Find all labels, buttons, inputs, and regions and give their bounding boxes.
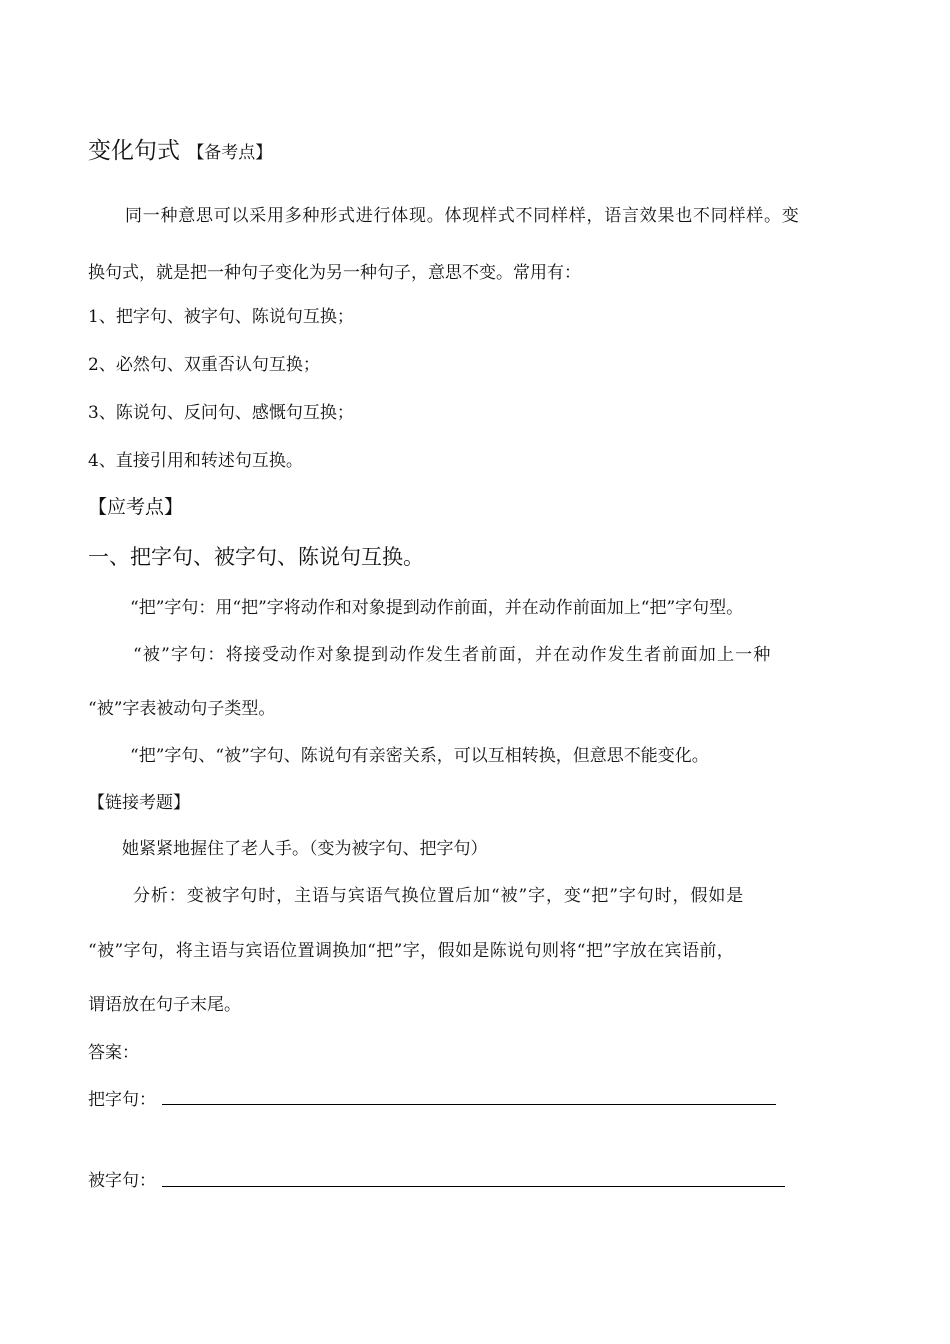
intro-line-1-text: 同一种意思可以采用多种形式进行体现。体现样式不同样样，语言效果也不同样样。变	[125, 206, 800, 226]
relation-text: “把”字句、“被”字句、陈说句有亲密关系，可以互相转换，但意思不能变化。	[130, 746, 709, 766]
bei-definition-line-2: “被”字表被动句子类型。	[88, 699, 276, 719]
analysis-line-1: 分析：变被字句时，主语与宾语气换位置后加“被”字，变“把”字句时，假如是	[133, 886, 745, 906]
list-item: 1、把字句、被字句、陈说句互换；	[88, 307, 354, 327]
ba-definition: “把”字句：用“把”字将动作和对象提到动作前面，并在动作前面加上“把”字句型。	[130, 598, 744, 618]
intro-line-2: 换句式，就是把一种句子变化为另一种句子，意思不变。常用有：	[88, 263, 581, 283]
list-item: 2、必然句、双重否认句互换；	[88, 355, 320, 375]
bei-definition-line-1: “被”字句：将接受动作对象提到动作发生者前面，并在动作发生者前面加上一种	[133, 645, 772, 665]
question-text: 她紧紧地握住了老人手。（变为被字句、把字句）	[122, 839, 488, 859]
answer-label: 答案：	[88, 1043, 139, 1063]
section-heading-yingkaodian: 【应考点】	[88, 496, 184, 518]
analysis-line-2: “被”字句，将主语与宾语位置调换加“把”字，假如是陈说句则将“把”字放在宾语前，	[88, 941, 735, 961]
list-item: 3、陈说句、反问句、感慨句互换；	[88, 403, 354, 423]
intro-line-1	[125, 205, 862, 227]
bei-answer-blank[interactable]	[162, 1186, 785, 1187]
analysis-line-3: 谓语放在句子末尾。	[88, 995, 241, 1015]
bei-answer-label: 被字句：	[88, 1171, 156, 1191]
link-question-heading: 【链接考题】	[88, 793, 190, 813]
ba-answer-blank[interactable]	[162, 1104, 776, 1105]
document-title	[88, 136, 272, 168]
section-1-heading: 一、把字句、被字句、陈说句互换。	[88, 545, 424, 569]
ba-answer-label: 把字句：	[88, 1090, 156, 1110]
title-tag: 【备考点】	[187, 143, 273, 163]
list-item: 4、直接引用和转述句互换。	[88, 451, 303, 471]
title-main: 变化句式	[88, 138, 180, 164]
